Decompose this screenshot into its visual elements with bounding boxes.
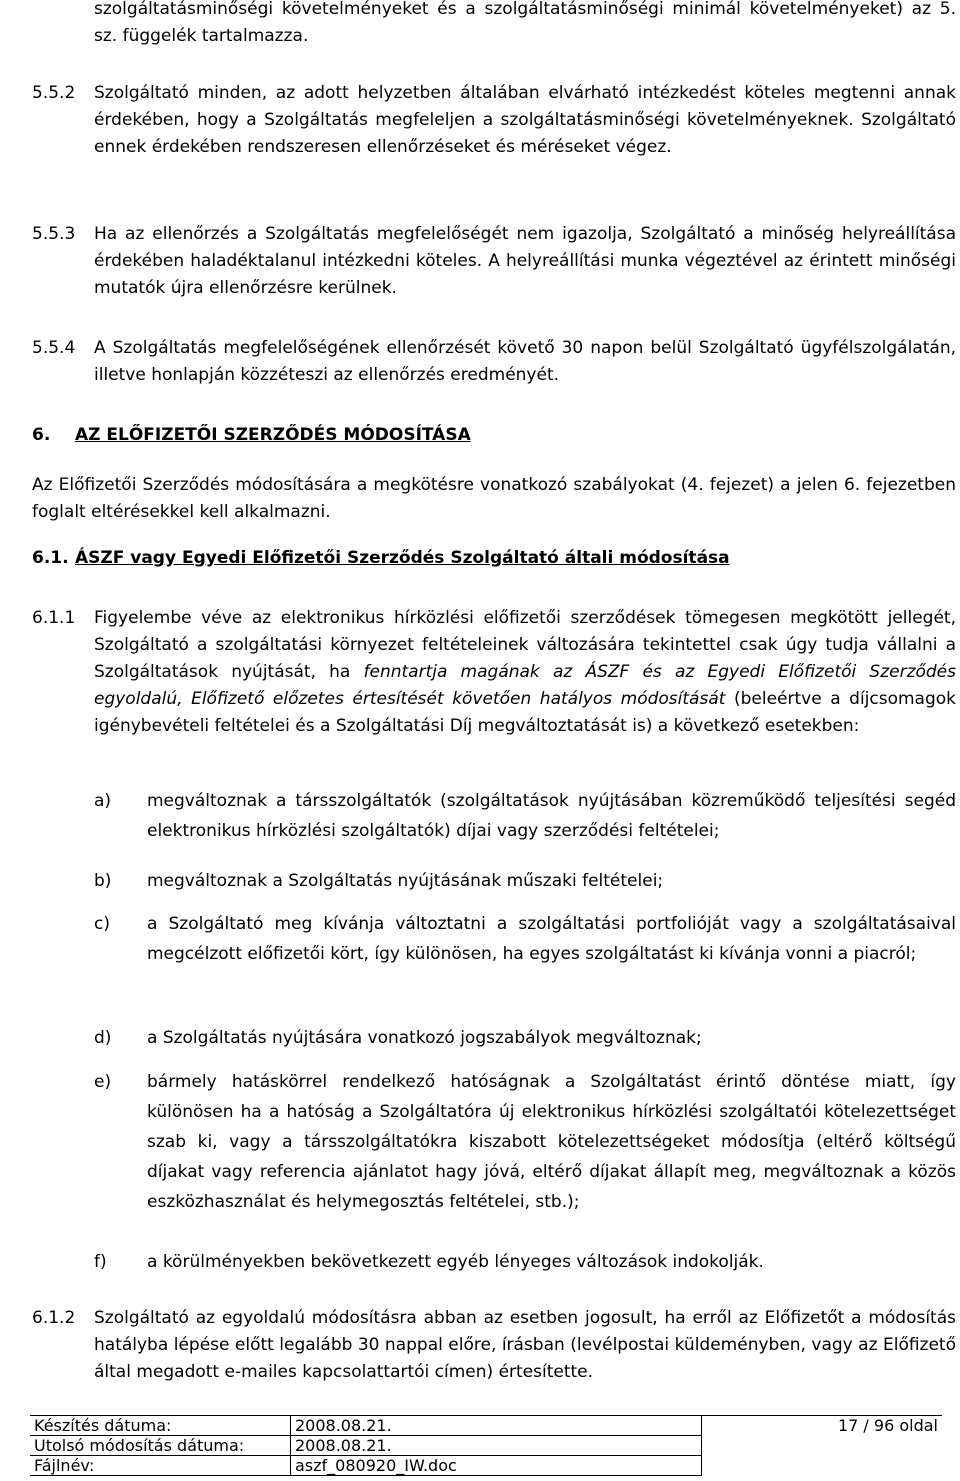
footer-label: Készítés dátuma: [30,1416,291,1436]
section-6-1-1-text-a: Figyelembe véve az elektronikus hírközlési előfizetői szerződések tömegesen megkötött jellegét, Szolgáltató a szolgáltatási környezet feltételeinek változására tekintettel csak úgy tudja vállalni a Szolgáltatások nyújtását, ha [94,608,956,682]
intro-paragraph [94,0,956,50]
section-6-1-1-text-b: (beleértve a díjcsomagok igénybevételi feltételei és a Szolgáltatási Díj megváltoztatását is) a következő esetekben: [94,689,957,736]
section-5-5-4-text: A Szolgáltatás megfelelőségének ellenőrzését követő 30 napon belül Szolgáltató ügyfélszolgálatán, illetve honlapján közzéteszi az ellenőrzés eredményét. [94,338,956,385]
heading-6-title-text: AZ ELŐFIZETŐI SZERZŐDÉS MÓDOSÍTÁSA [75,425,471,445]
section-5-5-2-text: Szolgáltató minden, az adott helyzetben általában elvárható intézkedést köteles megtenni annak érdekében, hogy a Szolgáltatás megfeleljen a szolgáltatásminőségi követelményeknek. Szolgáltató ennek érdekében rendszeresen ellenőrzéseket és méréseket végez. [94,83,956,157]
section-number-5-5-4: 5.5.4 [32,338,76,358]
footer-page-number: 17 / 96 oldal [702,1416,943,1476]
item-e-text: bármely hatáskörrel rendelkező hatóságnak a Szolgáltatást érintő döntése miatt, így különösen ha a hatóság a Szolgáltatóra új elektronikus hírközlési szolgáltatói kötelezettséget szab ki, vagy a társszolgáltatókra kiszabott kötelezettségeket módosítja (eltérő költségű díjakat vagy referencia ajánlatot hagy jóvá, eltérő díjakat állapít meg, megváltoznak a közös eszközhasználat és helymegosztás feltételei, stb.); [147,1072,956,1212]
section-number-5-5-2: 5.5.2 [32,83,76,103]
section-5-5-3-text: Ha az ellenőrzés a Szolgáltatás megfelelőségét nem igazolja, Szolgáltató a minőség helyreállítása érdekében haladéktalanul intézkedni köteles. A helyreállítási munka végeztével az érintett minőségi mutatók újra ellenőrzésre kerülnek. [94,224,956,298]
item-f-text: a körülményekben bekövetkezett egyéb lényeges változások indokolják. [147,1252,764,1272]
item-e-label: e) [94,1072,112,1092]
item-b-text: megváltoznak a Szolgáltatás nyújtásának műszaki feltételei; [147,871,664,891]
section-6-1-2-text: Szolgáltató az egyoldalú módosításra abban az esetben jogosult, ha erről az Előfizetőt a módosítás hatályba lépése előtt legalább 30 nappal előre, írásban (levélpostai küldeményben, vagy az Előfizető által megadott e-mailes kapcsolattartói címen) értesítette. [94,1308,956,1382]
heading-6-1-title [75,546,730,570]
item-d-text: a Szolgáltatás nyújtására vonatkozó jogszabályok megváltoznak; [147,1028,702,1048]
heading-6-title [75,423,471,447]
footer-value: aszf_080920_IW.doc [291,1456,702,1476]
footer-value: 2008.08.21. [291,1416,702,1436]
section-6-intro-text: Az Előfizetői Szerződés módosítására a megkötésre vonatkozó szabályokat (4. fejezet) a jelen 6. fejezetben foglalt eltérésekkel kell alkalmazni. [32,475,956,522]
item-a-label: a) [94,791,112,811]
section-number-6-1-1: 6.1.1 [32,608,76,628]
heading-6-1-number: 6.1. [32,548,69,568]
item-f-label: f) [94,1252,107,1272]
item-c-text: a Szolgáltató meg kívánja változtatni a szolgáltatási portfolióját vagy a szolgáltatásaival megcélzott előfizetői kört, így különösen, ha egyes szolgáltatást ki kívánja vonni a piacról; [147,914,956,964]
section-6-1-1-text-italic: fenntartja magának az ÁSZF és az Egyedi Előfizetői Szerződés egyoldalú, Előfizető előzetes értesítését követően hatályos módosítását [94,662,956,709]
footer-value: 2008.08.21. [291,1436,702,1456]
item-b-label: b) [94,871,112,891]
footer-row [30,1416,942,1436]
footer-label: Utolsó módosítás dátuma: [30,1436,291,1456]
heading-6-number: 6. [32,425,51,445]
intro-text: szolgáltatásminőségi követelményeket és a szolgáltatásminőségi minimál követelményeket) az 5. sz. függelék tartalmazza. [94,0,956,46]
item-a-text: megváltoznak a társszolgáltatók (szolgáltatások nyújtásában közreműködő teljesítési segéd elektronikus hírközlési szolgáltatók) díjai vagy szerződési feltételei; [147,791,956,841]
section-6-1-1-text [94,605,956,740]
item-d-label: d) [94,1028,112,1048]
section-number-6-1-2: 6.1.2 [32,1308,76,1328]
footer-label: Fájlnév: [30,1456,291,1476]
heading-6-1-title-text: ÁSZF vagy Egyedi Előfizetői Szerződés Szolgáltató általi módosítása [75,548,730,568]
item-c-label: c) [94,914,110,934]
document-footer [30,1415,942,1476]
section-number-5-5-3: 5.5.3 [32,224,76,244]
